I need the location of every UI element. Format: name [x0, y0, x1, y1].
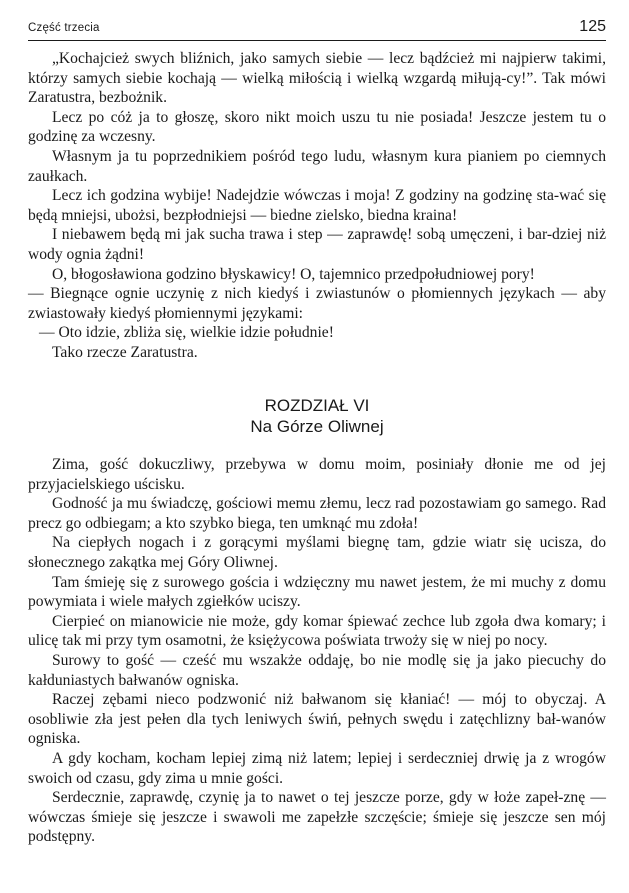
paragraph: Lecz ich godzina wybije! Nadejdzie wówczas i moja! Z godziny na godzinę sta-wać się będą mniejsi, ubożsi, bezpłodniejsi — biedne zielsko, biedna kraina! — [28, 187, 606, 224]
paragraph: „Kochajcież swych bliźnich, jako samych siebie — lecz bądźcież mi najpierw takimi, którzy samych siebie kochają — wielką miłością i wielką wzgardą miłują-cy!”. Tak mówi Zaratustra, bezbożnik. — [28, 50, 606, 107]
paragraph: — Oto idzie, zbliża się, wielkie idzie południe! — [39, 324, 334, 342]
page-number: 125 — [579, 18, 606, 35]
chapter-text — [28, 455, 606, 847]
paragraph: Cierpieć on mianowicie nie może, gdy komar śpiewać zechce lub zgoła dwa komary; i ulicę tak mi przy tym osamotni, że księżycowa poświata trwoży się w niej po nocy. — [28, 612, 606, 650]
running-title: Część trzecia — [28, 22, 100, 34]
paragraph: Tam śmieję się z surowego gościa i wdzięczny mu nawet jestem, że mi muchy z domu powymiata i wiele małych zgiełków uciszy. — [28, 573, 606, 611]
paragraph: — Biegnące ognie uczynię z nich kiedyś i zwiastunów o płomiennych językach — aby zwiastowały kiedyś płomiennymi językami: — [28, 285, 606, 322]
paragraph: Raczej zębami nieco podzwonić niż bałwanom się kłaniać! — mój to obyczaj. A osobliwie zła jest pełen dla tych leniwych świń, pełnych swędu i zatęchlizny bał-wanów ogniska. — [28, 691, 606, 748]
section-end-text — [28, 49, 606, 363]
paragraph: Godność ja mu świadczę, gościowi memu złemu, lecz rad pozostawiam go samego. Rad precz go odbiegam; a kto szybko biega, ten umknąć mu zdoła! — [28, 495, 606, 532]
paragraph: A gdy kocham, kocham lepiej zimą niż latem; lepiej i serdeczniej drwię ja z wrogów swoich od czasu, gdy zima u mnie gości. — [28, 749, 606, 787]
chapter-title: Na Górze Oliwnej — [250, 417, 384, 436]
paragraph: I niebawem będą mi jak sucha trawa i step — zaprawdę! sobą umęczeni, i bar-dziej niż wody ognia żądni! — [28, 226, 606, 263]
paragraph: Tako rzecze Zaratustra. — [52, 343, 198, 361]
running-head — [28, 18, 606, 41]
paragraph: O, błogosławiona godzino błyskawicy! O, tajemnico przedpołudniowej pory! — [52, 265, 535, 283]
paragraph: Na ciepłych nogach i z gorącymi myślami biegnę tam, gdzie wiatr się ucisza, do słonecznego zakątka mej Góry Oliwnej. — [28, 534, 606, 571]
paragraph: Zima, gość dokuczliwy, przebywa w domu moim, posiniały dłonie me od jej przyjacielskiego uścisku. — [28, 456, 606, 493]
chapter-heading — [28, 395, 606, 437]
paragraph: Własnym ja tu poprzednikiem pośród tego ludu, własnym kura pianiem po ciemnych zaułkach. — [28, 147, 606, 185]
paragraph: Serdecznie, zaprawdę, czynię ja to nawet o tej jeszcze porze, gdy w łoże zapeł-znę — wówczas śmieje się jeszcze i swawoli me zapełzłe szczęście; śmieje się jeszcze sen mój podstępny. — [28, 789, 606, 846]
paragraph: Surowy to gość — cześć mu wszakże oddaję, bo nie modlę się ja jako piecuchy do kałduniastych bałwanów ogniska. — [28, 651, 606, 689]
chapter-number: ROZDZIAŁ VI — [264, 396, 370, 415]
paragraph: Lecz po cóż ja to głoszę, skoro nikt moich uszu tu nie posiada! Jeszcze jestem tu o godzinę za wczesny. — [28, 108, 606, 146]
